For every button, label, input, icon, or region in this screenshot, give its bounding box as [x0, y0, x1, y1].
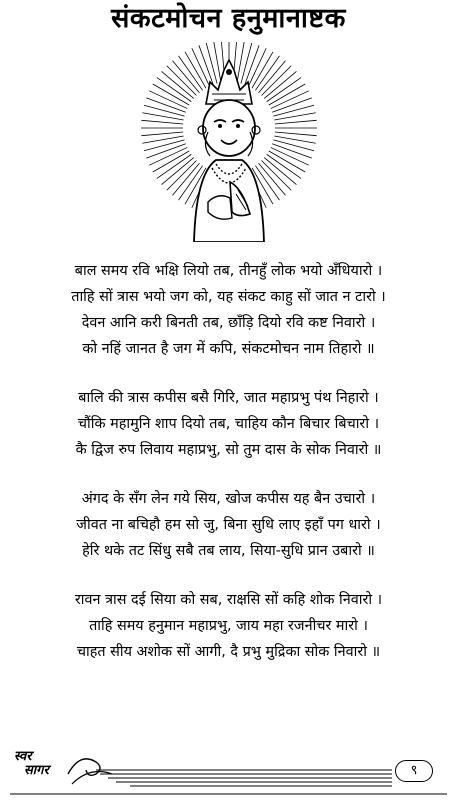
verse-line: ताहि समय हनुमान महाप्रभु, जाय महा रजनीचर मारो । — [89, 618, 368, 634]
verse-line: हेरि थके तट सिंधु सबै तब लाय, सिया-सुधि प्रान उबारो ॥ — [82, 543, 375, 559]
verse-line: अंगद के सँग लेन गये सिय, खोज कपीस यह बैन उचारो । — [81, 491, 376, 507]
verse-line: कै द्विज रुप लिवाय महाप्रभु, सो तुम दास के सोक निवारो ॥ — [75, 442, 382, 458]
page-number: ९ — [395, 760, 433, 782]
brand-line1: स्वर — [14, 749, 32, 764]
verse-line: को नहिं जानत है जग में कपि, संकटमोचन नाम तिहारो ॥ — [82, 341, 375, 357]
verse-line: रावन त्रास दई सिया को सब, राक्षसि सों कहि शोक निवारो । — [74, 592, 383, 608]
verse-line: चौंकि महामुनि शाप दियो तब, चाहिय कौन बिचार बिचारो । — [77, 416, 380, 432]
stanza — [0, 258, 457, 362]
verse-line: ताहि सों त्रास भयो जग को, यह संकट काहु सों जात न टारो । — [71, 289, 386, 305]
page-footer — [0, 744, 457, 800]
stanza — [0, 486, 457, 564]
verse-line: देवन आनि करी बिनती तब, छाँड़ि दियो रवि कष्ट निवारो । — [81, 315, 376, 331]
hanuman-portrait — [138, 42, 320, 242]
stanza — [0, 385, 457, 463]
footer-ornament — [0, 744, 457, 800]
verse-line: चाहत सीय अशोक सों आगी, दै प्रभु मुद्रिका सोक निवारो ॥ — [76, 644, 381, 660]
stanza — [0, 587, 457, 665]
verse-line: जीवत ना बचिहौ हम सो जु, बिना सुधि लाए इहाँ पग धारो । — [76, 517, 381, 533]
verse-line: बालि की त्रास कपीस बसै गिरि, जात महाप्रभु पंथ निहारो । — [78, 390, 379, 406]
page-title: संकटमोचन हनुमानाष्टक — [111, 3, 346, 34]
verses — [0, 258, 457, 688]
verse-line: बाल समय रवि भक्षि लियो तब, तीनहुँ लोक भयो अँधियारो । — [74, 263, 383, 279]
brand-line2: सागर — [24, 763, 49, 778]
